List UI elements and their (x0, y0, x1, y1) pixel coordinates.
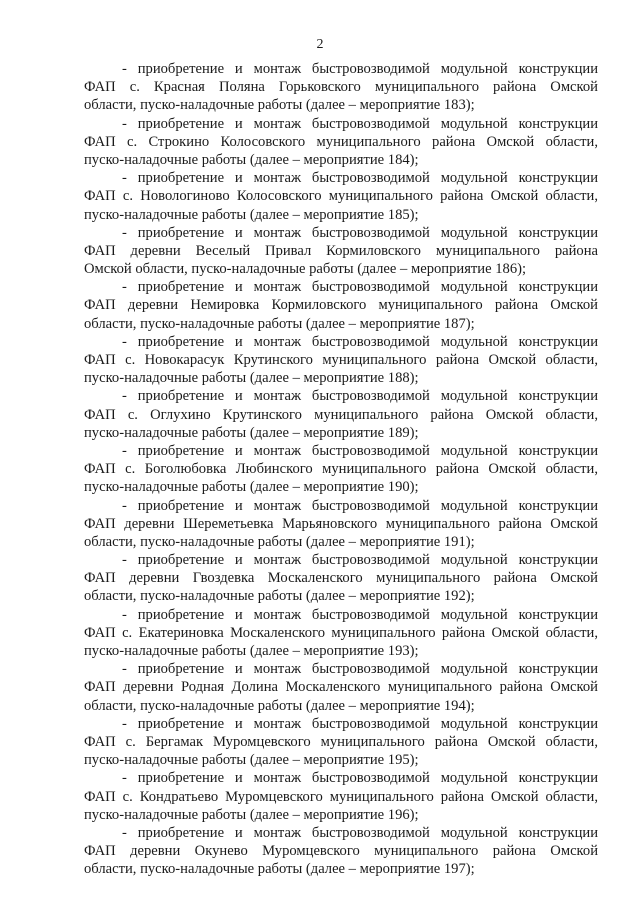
list-item (84, 824, 598, 879)
item-line: ФАП деревни Гвоздевка Москаленского муниципального района Омской (84, 570, 598, 587)
item-line: ФАП деревни Немировка Кормиловского муниципального района Омской (84, 297, 598, 314)
item-line: ФАП с. Новокарасук Крутинского муниципального района Омской области, (84, 352, 598, 368)
item-line: - приобретение и монтаж быстровозводимой модульной конструкции (122, 333, 598, 350)
item-line: пуско-наладочные работы (далее – мероприятие 184); (84, 151, 419, 168)
list-item (84, 660, 598, 715)
item-line: пуско-наладочные работы (далее – мероприятие 195); (84, 752, 419, 769)
item-line: ФАП деревни Окунево Муромцевского муниципального района Омской (84, 843, 598, 860)
list-item (84, 606, 598, 661)
item-line: ФАП с. Красная Поляна Горьковского муниципального района Омской (84, 79, 598, 96)
item-line: области, пуско-наладочные работы (далее – мероприятие 194); (84, 697, 475, 714)
item-line: - приобретение и монтаж быстровозводимой модульной конструкции (122, 170, 598, 187)
list-item (84, 224, 598, 279)
list-item (84, 497, 598, 552)
item-line: ФАП с. Боголюбовка Любинского муниципального района Омской области, (84, 461, 598, 478)
list-item (84, 333, 598, 388)
item-line: ФАП с. Строкино Колосовского муниципального района Омской области, (84, 133, 598, 150)
item-line: - приобретение и монтаж быстровозводимой модульной конструкции (122, 497, 598, 514)
item-line: - приобретение и монтаж быстровозводимой модульной конструкции (122, 715, 598, 732)
item-line: области, пуско-наладочные работы (далее – мероприятие 187); (84, 315, 475, 332)
item-line: ФАП с. Кондратьево Муромцевского муниципального района Омской области, (84, 788, 598, 805)
item-line: ФАП с. Новологиново Колосовского муниципального района Омской области, (84, 188, 598, 205)
item-line: - приобретение и монтаж быстровозводимой модульной конструкции (122, 824, 598, 841)
list-item (84, 769, 598, 824)
list-item (84, 715, 598, 770)
item-line: - приобретение и монтаж быстровозводимой модульной конструкции (122, 279, 598, 296)
list-item (84, 115, 598, 170)
item-line: области, пуско-наладочные работы (далее – мероприятие 192); (84, 588, 475, 605)
item-line: - приобретение и монтаж быстровозводимой модульной конструкции (122, 552, 598, 569)
item-line: пуско-наладочные работы (далее – мероприятие 188); (84, 370, 419, 387)
item-line: области, пуско-наладочные работы (далее – мероприятие 191); (84, 533, 475, 550)
list-item (84, 169, 598, 224)
item-line: - приобретение и монтаж быстровозводимой модульной конструкции (122, 388, 598, 405)
item-line: ФАП с. Екатериновка Москаленского муниципального района Омской области, (84, 624, 598, 641)
list-item (84, 60, 598, 115)
item-line: пуско-наладочные работы (далее – мероприятие 196); (84, 806, 419, 823)
item-line: - приобретение и монтаж быстровозводимой модульной конструкции (122, 115, 598, 132)
item-line: ФАП деревни Шереметьевка Марьяновского муниципального района Омской (84, 515, 598, 532)
item-line: Омской области, пуско-наладочные работы (далее – мероприятие 186); (84, 261, 527, 278)
item-line: - приобретение и монтаж быстровозводимой модульной конструкции (122, 606, 598, 623)
item-line: области, пуско-наладочные работы (далее – мероприятие 197); (84, 861, 475, 878)
item-line: пуско-наладочные работы (далее – мероприятие 185); (84, 206, 419, 223)
item-line: пуско-наладочные работы (далее – мероприятие 190); (84, 479, 419, 496)
item-line: - приобретение и монтаж быстровозводимой модульной конструкции (122, 224, 598, 241)
item-line: ФАП с. Бергамак Муромцевского муниципального района Омской области, (84, 733, 598, 750)
item-line: пуско-наладочные работы (далее – мероприятие 189); (84, 424, 419, 441)
item-line: - приобретение и монтаж быстровозводимой модульной конструкции (122, 61, 598, 77)
item-line: - приобретение и монтаж быстровозводимой модульной конструкции (122, 770, 598, 787)
item-line: пуско-наладочные работы (далее – мероприятие 193); (84, 643, 419, 659)
list-item (84, 278, 598, 333)
list-item (84, 551, 598, 606)
item-line: - приобретение и монтаж быстровозводимой модульной конструкции (122, 661, 598, 678)
document-body (84, 60, 598, 878)
item-line: ФАП с. Оглухино Крутинского муниципального района Омской области, (84, 406, 598, 423)
item-line: области, пуско-наладочные работы (далее – мероприятие 183); (84, 97, 475, 114)
page-number: 2 (316, 37, 324, 52)
item-line: ФАП деревни Веселый Привал Кормиловского муниципального района (84, 242, 598, 259)
list-item (84, 387, 598, 442)
list-item (84, 442, 598, 497)
item-line: ФАП деревни Родная Долина Москаленского муниципального района Омской (84, 679, 598, 696)
item-line: - приобретение и монтаж быстровозводимой модульной конструкции (122, 442, 598, 459)
